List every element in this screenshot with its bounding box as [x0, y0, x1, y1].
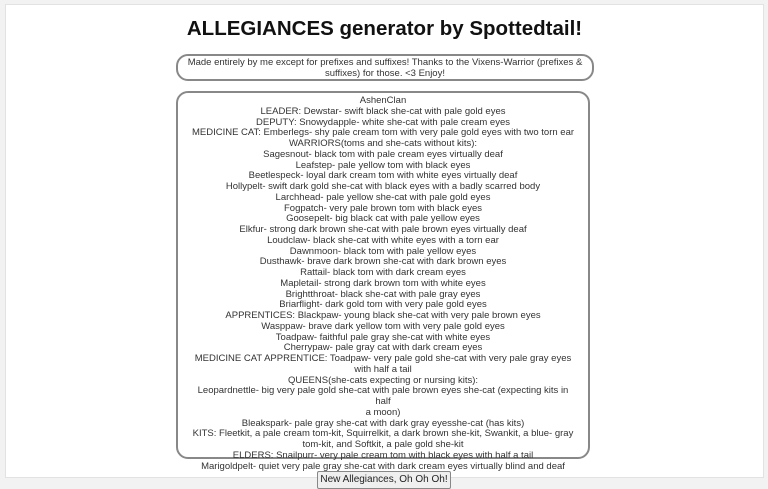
allegiance-line: Leafstep- pale yellow tom with black eyes [295, 159, 471, 171]
allegiance-line: with half a tail [354, 363, 412, 375]
generate-button[interactable]: New Allegiances, Oh Oh Oh! [317, 471, 451, 489]
allegiance-line: ELDERS: Snailpurr- very pale cream tom with black eyes with half a tail [232, 449, 534, 461]
allegiance-line: Dawnmoon- black tom with pale yellow eyes [289, 245, 477, 257]
allegiance-line: Toadpaw- faithful pale gray she-cat with white eyes [275, 331, 491, 343]
credit-box [176, 54, 594, 81]
allegiance-line: DEPUTY: Snowydapple- white she-cat with pale cream eyes [256, 116, 510, 128]
allegiance-line: Mapletail- strong dark brown tom with white eyes [280, 277, 486, 289]
allegiance-line: APPRENTICES: Blackpaw- young black she-cat with very pale brown eyes [225, 310, 541, 321]
allegiance-line: tom-kit, and Softkit, a pale gold she-kit [302, 439, 464, 450]
allegiance-line: Beetlespeck- loyal dark cream tom with white eyes virtually deaf [248, 170, 518, 182]
allegiance-line: WARRIORS(toms and she-cats without kits): [288, 138, 478, 149]
allegiance-line: Larchhead- pale yellow she-cat with pale gold eyes [275, 191, 491, 203]
allegiance-line: Leopardnettle- big very pale gold she-cat with pale brown eyes she-cat (expecting kits in half [197, 385, 569, 407]
page [5, 4, 764, 485]
credit-line-2: suffixes) for those. <3 Enjoy! [325, 68, 445, 79]
allegiance-line: Sagesnout- black tom with pale cream eyes virtually deaf [263, 148, 503, 160]
allegiance-line: Elkfur- strong dark brown she-cat with pale brown eyes virtually deaf [239, 224, 527, 235]
allegiance-line: Wasppaw- brave dark yellow tom with very pale gold eyes [261, 320, 505, 332]
allegiance-line: LEADER: Dewstar- swift black she-cat with pale gold eyes [260, 105, 506, 117]
allegiance-line: QUEENS(she-cats expecting or nursing kits): [287, 374, 479, 386]
allegiance-line: Goosepelt- big black cat with pale yellow eyes [286, 213, 480, 225]
allegiance-line: Briarflight- dark gold tom with very pale gold eyes [279, 299, 487, 311]
allegiance-line: Brightthroat- black she-cat with pale gray eyes [285, 288, 481, 300]
allegiance-output [176, 91, 590, 472]
allegiance-line: a moon) [365, 406, 401, 418]
allegiance-line: Bleakspark- pale gray she-cat with dark gray eyesshe-cat (has kits) [241, 417, 525, 429]
allegiance-line: MEDICINE CAT APPRENTICE: Toadpaw- very pale gold she-cat with very pale gray eyes [194, 353, 572, 364]
allegiance-line: Marigoldpelt- quiet very pale gray she-cat with dark cream eyes virtually blind and deaf [201, 460, 565, 472]
allegiance-line: Cherrypaw- pale gray cat with dark cream eyes [283, 342, 483, 354]
allegiance-line: Rattail- black tom with dark cream eyes [300, 267, 466, 278]
allegiance-line: Dusthawk- brave dark brown she-cat with dark brown eyes [259, 256, 507, 268]
allegiance-line: Hollypelt- swift dark gold she-cat with black eyes with a badly scarred body [225, 181, 541, 192]
allegiance-line: Fogpatch- very pale brown tom with black eyes [283, 202, 482, 214]
credit-line-1: Made entirely by me except for prefixes and suffixes! Thanks to the Vixens-Warrior (prefixes & [187, 57, 583, 68]
allegiance-line: Loudclaw- black she-cat with white eyes with a torn ear [267, 234, 499, 246]
allegiance-line: MEDICINE CAT: Emberlegs- shy pale cream tom with very pale gold eyes with two torn ear [191, 127, 575, 139]
page-title: ALLEGIANCES generator by Spottedtail! [186, 17, 583, 40]
clan-name: AshenClan [359, 95, 407, 106]
allegiance-line: KITS: Fleetkit, a pale cream tom-kit, Squirrelkit, a dark brown she-kit, Swankit, a blue- gray [192, 428, 574, 440]
